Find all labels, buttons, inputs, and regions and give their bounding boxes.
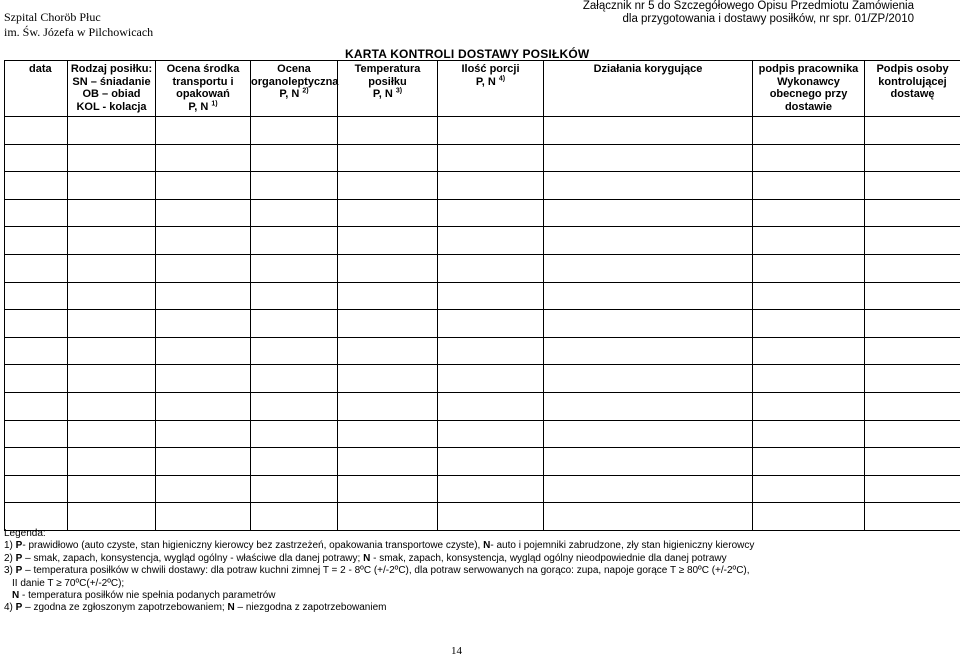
table-cell[interactable] [68, 310, 156, 338]
table-cell[interactable] [338, 172, 438, 200]
table-row [5, 337, 960, 365]
table-cell[interactable] [68, 117, 156, 145]
table-cell[interactable] [68, 254, 156, 282]
table-cell[interactable] [544, 172, 753, 200]
table-row [5, 503, 960, 531]
table-cell[interactable] [753, 282, 865, 310]
table-cell[interactable] [865, 310, 960, 338]
table-cell[interactable] [753, 448, 865, 476]
table-cell[interactable] [251, 365, 338, 393]
table-cell[interactable] [544, 448, 753, 476]
table-cell[interactable] [753, 254, 865, 282]
table-row [5, 144, 960, 172]
col-contractor-signature: podpis pracownika Wykonawcy obecnego przy dostawie [753, 61, 865, 117]
col-inspector-signature: Podpis osoby kontrolującej dostawę [865, 61, 960, 117]
table-cell[interactable] [544, 420, 753, 448]
table-row [5, 448, 960, 476]
table-cell[interactable] [68, 392, 156, 420]
card-title: KARTA KONTROLI DOSTAWY POSIŁKÓW [345, 47, 589, 61]
table-cell[interactable] [544, 475, 753, 503]
table-cell[interactable] [5, 117, 68, 145]
table-cell[interactable] [753, 117, 865, 145]
hospital-name [4, 10, 153, 40]
table-cell[interactable] [544, 227, 753, 255]
delivery-control-table [4, 60, 960, 531]
table-cell[interactable] [438, 365, 544, 393]
legend-item-4: 4) P – zgodna ze zgłoszonym zapotrzebowaniem; N – niezgodna z zapotrzebowaniem [4, 602, 754, 614]
legend-title: Legenda: [4, 528, 754, 540]
table-row [5, 254, 960, 282]
table-cell[interactable] [544, 503, 753, 531]
table-cell[interactable] [251, 172, 338, 200]
table-cell[interactable] [438, 172, 544, 200]
table-cell[interactable] [156, 144, 251, 172]
table-cell[interactable] [251, 282, 338, 310]
table-cell[interactable] [5, 282, 68, 310]
table-cell[interactable] [156, 199, 251, 227]
table-row [5, 172, 960, 200]
table-cell[interactable] [338, 117, 438, 145]
table-cell[interactable] [156, 117, 251, 145]
table-cell[interactable] [68, 282, 156, 310]
table-cell[interactable] [156, 172, 251, 200]
table-cell[interactable] [753, 392, 865, 420]
hospital-line-2: im. Św. Józefa w Pilchowicach [4, 25, 153, 40]
table-cell[interactable] [338, 475, 438, 503]
table-cell[interactable] [338, 199, 438, 227]
table-cell[interactable] [338, 448, 438, 476]
table-cell[interactable] [251, 475, 338, 503]
col-corrective-actions: Działania korygujące [544, 61, 753, 117]
table-cell[interactable] [753, 365, 865, 393]
table-cell[interactable] [753, 172, 865, 200]
table-cell[interactable] [865, 448, 960, 476]
table-cell[interactable] [5, 310, 68, 338]
col-meal-type: Rodzaj posiłku: SN – śniadanie OB – obiad KOL - kolacja [68, 61, 156, 117]
table-cell[interactable] [438, 254, 544, 282]
legend-item-3-cont: II danie T ≥ 70ºC(+/-2ºC); [4, 578, 754, 590]
table-cell[interactable] [5, 337, 68, 365]
table-cell[interactable] [251, 310, 338, 338]
table-cell[interactable] [338, 365, 438, 393]
table-cell[interactable] [338, 310, 438, 338]
table-cell[interactable] [156, 503, 251, 531]
table-cell[interactable] [68, 337, 156, 365]
table-cell[interactable] [865, 254, 960, 282]
table-cell[interactable] [68, 503, 156, 531]
table-row [5, 282, 960, 310]
table-cell[interactable] [438, 199, 544, 227]
table-cell[interactable] [753, 475, 865, 503]
table-cell[interactable] [251, 503, 338, 531]
legend [4, 528, 754, 615]
table-cell[interactable] [5, 392, 68, 420]
table-cell[interactable] [5, 199, 68, 227]
table-cell[interactable] [438, 392, 544, 420]
table-row [5, 475, 960, 503]
table-row [5, 199, 960, 227]
table-row [5, 227, 960, 255]
table-cell[interactable] [251, 199, 338, 227]
table-cell[interactable] [753, 310, 865, 338]
table-cell[interactable] [68, 199, 156, 227]
table-cell[interactable] [5, 503, 68, 531]
table-cell[interactable] [251, 420, 338, 448]
table-row [5, 420, 960, 448]
table-cell[interactable] [156, 365, 251, 393]
table-cell[interactable] [5, 227, 68, 255]
table-cell[interactable] [438, 310, 544, 338]
table-cell[interactable] [544, 282, 753, 310]
table-cell[interactable] [544, 365, 753, 393]
table-cell[interactable] [865, 144, 960, 172]
table-cell[interactable] [544, 310, 753, 338]
table-cell[interactable] [338, 337, 438, 365]
table-cell[interactable] [251, 117, 338, 145]
col-meal-temperature: Temperatura posiłku P, N $^{3)}$ [338, 61, 438, 117]
table-row [5, 392, 960, 420]
table-cell[interactable] [544, 392, 753, 420]
table-cell[interactable] [438, 503, 544, 531]
col-portion-count: Ilość porcji P, N $^{4)}$ [438, 61, 544, 117]
table-cell[interactable] [338, 254, 438, 282]
table-cell[interactable] [438, 282, 544, 310]
table-cell[interactable] [5, 254, 68, 282]
table-cell[interactable] [438, 144, 544, 172]
table-cell[interactable] [865, 392, 960, 420]
table-cell[interactable] [865, 337, 960, 365]
legend-item-3: 3) P – temperatura posiłków w chwili dostawy: dla potraw kuchni zimnej T = 2 - 8ºC (+/-2ºC), dla potraw serwowanych na gorąco: zupa, napoje gorące T ≥ 80ºC (+/-2ºC), [4, 565, 754, 577]
table-cell[interactable] [865, 475, 960, 503]
table-cell[interactable] [544, 254, 753, 282]
table-cell[interactable] [251, 337, 338, 365]
table-cell[interactable] [753, 144, 865, 172]
table-cell[interactable] [156, 310, 251, 338]
table-cell[interactable] [68, 144, 156, 172]
table-cell[interactable] [156, 420, 251, 448]
table-cell[interactable] [338, 503, 438, 531]
table-row [5, 365, 960, 393]
table-cell[interactable] [251, 144, 338, 172]
table-cell[interactable] [156, 475, 251, 503]
table-cell[interactable] [68, 420, 156, 448]
table-cell[interactable] [438, 337, 544, 365]
table-cell[interactable] [865, 172, 960, 200]
col-transport-rating: Ocena środka transportu i opakowań P, N $^{1)}$ [156, 61, 251, 117]
table-row [5, 310, 960, 338]
table-cell[interactable] [753, 227, 865, 255]
table-cell[interactable] [865, 117, 960, 145]
table-cell[interactable] [753, 199, 865, 227]
table-cell[interactable] [5, 420, 68, 448]
table-cell[interactable] [68, 365, 156, 393]
table-cell[interactable] [753, 337, 865, 365]
table-cell[interactable] [68, 448, 156, 476]
table-cell[interactable] [5, 365, 68, 393]
table-cell[interactable] [156, 448, 251, 476]
table-cell[interactable] [438, 420, 544, 448]
table-header-row [5, 61, 960, 117]
attachment-line-2: dla przygotowania i dostawy posiłków, nr spr. 01/ZP/2010 [583, 13, 914, 26]
table-cell[interactable] [438, 475, 544, 503]
table-cell[interactable] [68, 475, 156, 503]
table-cell[interactable] [338, 227, 438, 255]
table-cell[interactable] [865, 227, 960, 255]
table-cell[interactable] [438, 448, 544, 476]
table-cell[interactable] [251, 227, 338, 255]
table-cell[interactable] [865, 282, 960, 310]
table-cell[interactable] [865, 420, 960, 448]
table-cell[interactable] [251, 254, 338, 282]
table-cell[interactable] [156, 337, 251, 365]
attachment-note [583, 0, 914, 26]
table-cell[interactable] [865, 365, 960, 393]
table-cell[interactable] [865, 503, 960, 531]
col-organoleptic-rating: Ocena organoleptyczna P, N $^{2)}$ [251, 61, 338, 117]
table-cell[interactable] [438, 227, 544, 255]
table-cell[interactable] [544, 117, 753, 145]
table-row [5, 117, 960, 145]
table-cell[interactable] [753, 503, 865, 531]
table-cell[interactable] [338, 392, 438, 420]
table-cell[interactable] [68, 227, 156, 255]
table-cell[interactable] [338, 282, 438, 310]
table-cell[interactable] [865, 199, 960, 227]
col-date: data [5, 61, 68, 117]
table-body [5, 117, 960, 531]
table-cell[interactable] [156, 392, 251, 420]
table-cell[interactable] [5, 172, 68, 200]
table-cell[interactable] [438, 117, 544, 145]
table-cell[interactable] [68, 172, 156, 200]
table-cell[interactable] [156, 282, 251, 310]
table-cell[interactable] [251, 448, 338, 476]
table-cell[interactable] [5, 448, 68, 476]
legend-item-2: 2) P – smak, zapach, konsystencja, wygląd ogólny - właściwe dla danej potrawy; N - smak, zapach, konsystencja, wygląd ogólny nieodpowiednie dla danej potrawy [4, 553, 754, 565]
table-cell[interactable] [544, 199, 753, 227]
attachment-line-1: Załącznik nr 5 do Szczegółowego Opisu Przedmiotu Zamówienia [583, 0, 914, 13]
legend-item-3-neg: N - temperatura posiłków nie spełnia podanych parametrów [4, 590, 754, 602]
page-number: 14 [451, 645, 462, 657]
table-cell[interactable] [544, 144, 753, 172]
table-cell[interactable] [338, 144, 438, 172]
hospital-line-1: Szpital Choröb Płuc [4, 10, 153, 25]
table-cell[interactable] [156, 254, 251, 282]
table-cell[interactable] [5, 144, 68, 172]
table-cell[interactable] [753, 420, 865, 448]
table-cell[interactable] [156, 227, 251, 255]
table-cell[interactable] [338, 420, 438, 448]
table-cell[interactable] [5, 475, 68, 503]
table-cell[interactable] [544, 337, 753, 365]
legend-item-1: 1) P- prawidłowo (auto czyste, stan higieniczny kierowcy bez zastrzeżeń, opakowania transportowe czyste), N- auto i pojemniki zabrudzone, zły stan higieniczny kierowcy [4, 540, 754, 552]
table-cell[interactable] [251, 392, 338, 420]
